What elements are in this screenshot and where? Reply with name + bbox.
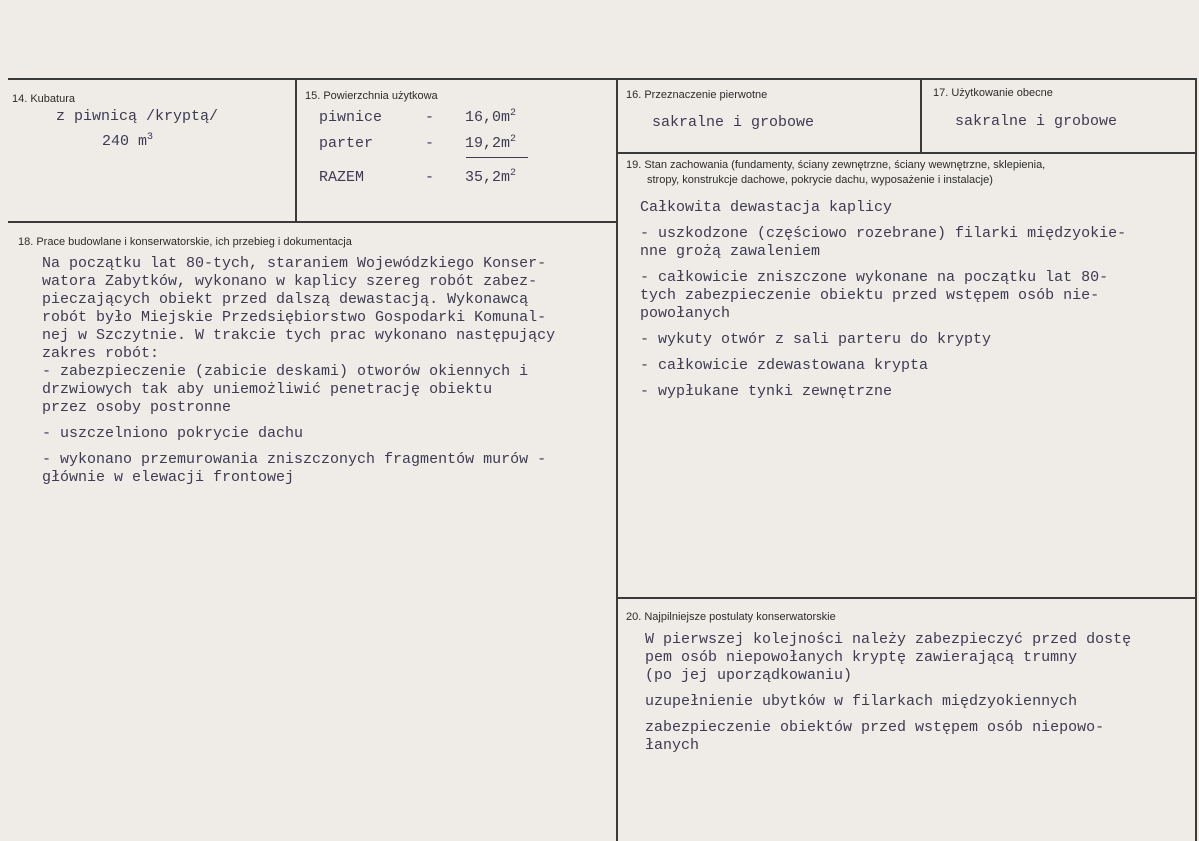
s15-row-name: parter	[319, 135, 374, 152]
s18-item-line: przez osoby postronne	[42, 399, 232, 416]
s20-item-line: (po jej uporządkowaniu)	[645, 667, 853, 684]
s15-bottom-line	[8, 221, 618, 223]
s18-content	[42, 255, 555, 363]
s15-row-dash: -	[425, 169, 435, 186]
s19-label-line1: 19. Stan zachowania (fundamenty, ściany zewnętrzne, ściany wewnętrzne, sklepienia,	[626, 159, 1046, 171]
divider-14-15	[295, 78, 297, 223]
s18-intro-line: watora Zabytków, wykonano w kaplicy szereg robót zabez-	[42, 273, 538, 290]
s15-label: 15. Powierzchnia użytkowa	[305, 90, 438, 102]
s18-intro-line: pieczających obiekt przed dalszą dewastacją. Wykonawcą	[42, 291, 529, 308]
s19-item-line: - wypłukane tynki zewnętrzne	[640, 383, 893, 400]
s19-item-line: powołanych	[640, 305, 731, 322]
s15-row-name: piwnice	[319, 109, 383, 126]
s19-intro: Całkowita dewastacja kaplicy	[640, 199, 893, 216]
s14-volume-line1: z piwnicą /kryptą/	[56, 108, 219, 125]
s18-item-line: głównie w elewacji frontowej	[42, 469, 295, 486]
s16-bottom-line	[617, 152, 1196, 154]
s19-item-line: - uszkodzone (częściowo rozebrane) filarki międzyokie-	[640, 225, 1127, 242]
s15-row-dash: -	[425, 135, 435, 152]
s14-label: 14. Kubatura	[12, 93, 75, 105]
divider-16-17	[920, 78, 922, 154]
s19-bottom-line	[617, 597, 1196, 599]
s19-content	[640, 199, 1126, 401]
s20-item-line: łanych	[645, 737, 700, 754]
s18-items	[42, 363, 546, 487]
s15-row-value: $35,2m^2$	[465, 168, 517, 186]
s20-item-line: W pierwszej kolejności należy zabezpieczyć przed dostę	[645, 631, 1132, 648]
s18-label: 18. Prace budowlane i konserwatorskie, ich przebieg i dokumentacja	[18, 236, 352, 248]
s15-sum-line	[466, 157, 528, 158]
s20-item-line: zabezpieczenie obiektów przed wstępem osób niepowo-	[645, 719, 1105, 736]
s19-item-line: - całkowicie zdewastowana krypta	[640, 357, 929, 374]
divider-main	[616, 78, 618, 841]
s15-row-name: RAZEM	[319, 169, 365, 186]
s20-item-line: uzupełnienie ubytków w filarkach międzyokiennych	[645, 693, 1078, 710]
s15-row-value: $19,2m^2$	[465, 134, 517, 152]
s18-item-line: - wykonano przemurowania zniszczonych fragmentów murów -	[42, 451, 547, 468]
right-border-line	[1195, 78, 1197, 841]
s18-item-line: drzwiowych tak aby uniemożliwić penetrację obiektu	[42, 381, 493, 398]
s20-item-line: pem osób niepowołanych kryptę zawierającą trumny	[645, 649, 1078, 666]
s19-item-line: nne grożą zawaleniem	[640, 243, 821, 260]
s18-intro-line: robót było Miejskie Przedsiębiorstwo Gospodarki Komunal-	[42, 309, 547, 326]
s18-intro-line: nej w Szczytnie. W trakcie tych prac wykonano następujący	[42, 327, 556, 344]
s20-content	[645, 631, 1131, 755]
top-border-line	[8, 78, 1196, 80]
s18-item-line: - uszczelniono pokrycie dachu	[42, 425, 304, 442]
s20-label: 20. Najpilniejsze postulaty konserwatorskie	[626, 611, 836, 623]
s19-item-line: tych zabezpieczenie obiektu przed wstępem osób nie-	[640, 287, 1100, 304]
s19-label-line2: stropy, konstrukcje dachowe, pokrycie dachu, wyposażenie i instalacje)	[647, 174, 993, 186]
s19-item-line: - wykuty otwór z sali parteru do krypty	[640, 331, 992, 348]
s16-label: 16. Przeznaczenie pierwotne	[626, 89, 768, 101]
s19-item-line: - całkowicie zniszczone wykonane na początku lat 80-	[640, 269, 1109, 286]
s17-value: sakralne i grobowe	[955, 113, 1118, 130]
s15-row-value: $16,0m^2$	[465, 108, 517, 126]
s15-row-dash: -	[425, 109, 435, 126]
s17-label: 17. Użytkowanie obecne	[933, 87, 1053, 99]
s14-volume-line2: 240 $m^3$	[102, 132, 154, 150]
s18-item-line: - zabezpieczenie (zabicie deskami) otworów okiennych i	[42, 363, 529, 380]
s18-intro-line: Na początku lat 80-tych, staraniem Wojewódzkiego Konser-	[42, 255, 547, 272]
s16-value: sakralne i grobowe	[652, 114, 815, 131]
s18-intro-line: zakres robót:	[42, 345, 160, 362]
